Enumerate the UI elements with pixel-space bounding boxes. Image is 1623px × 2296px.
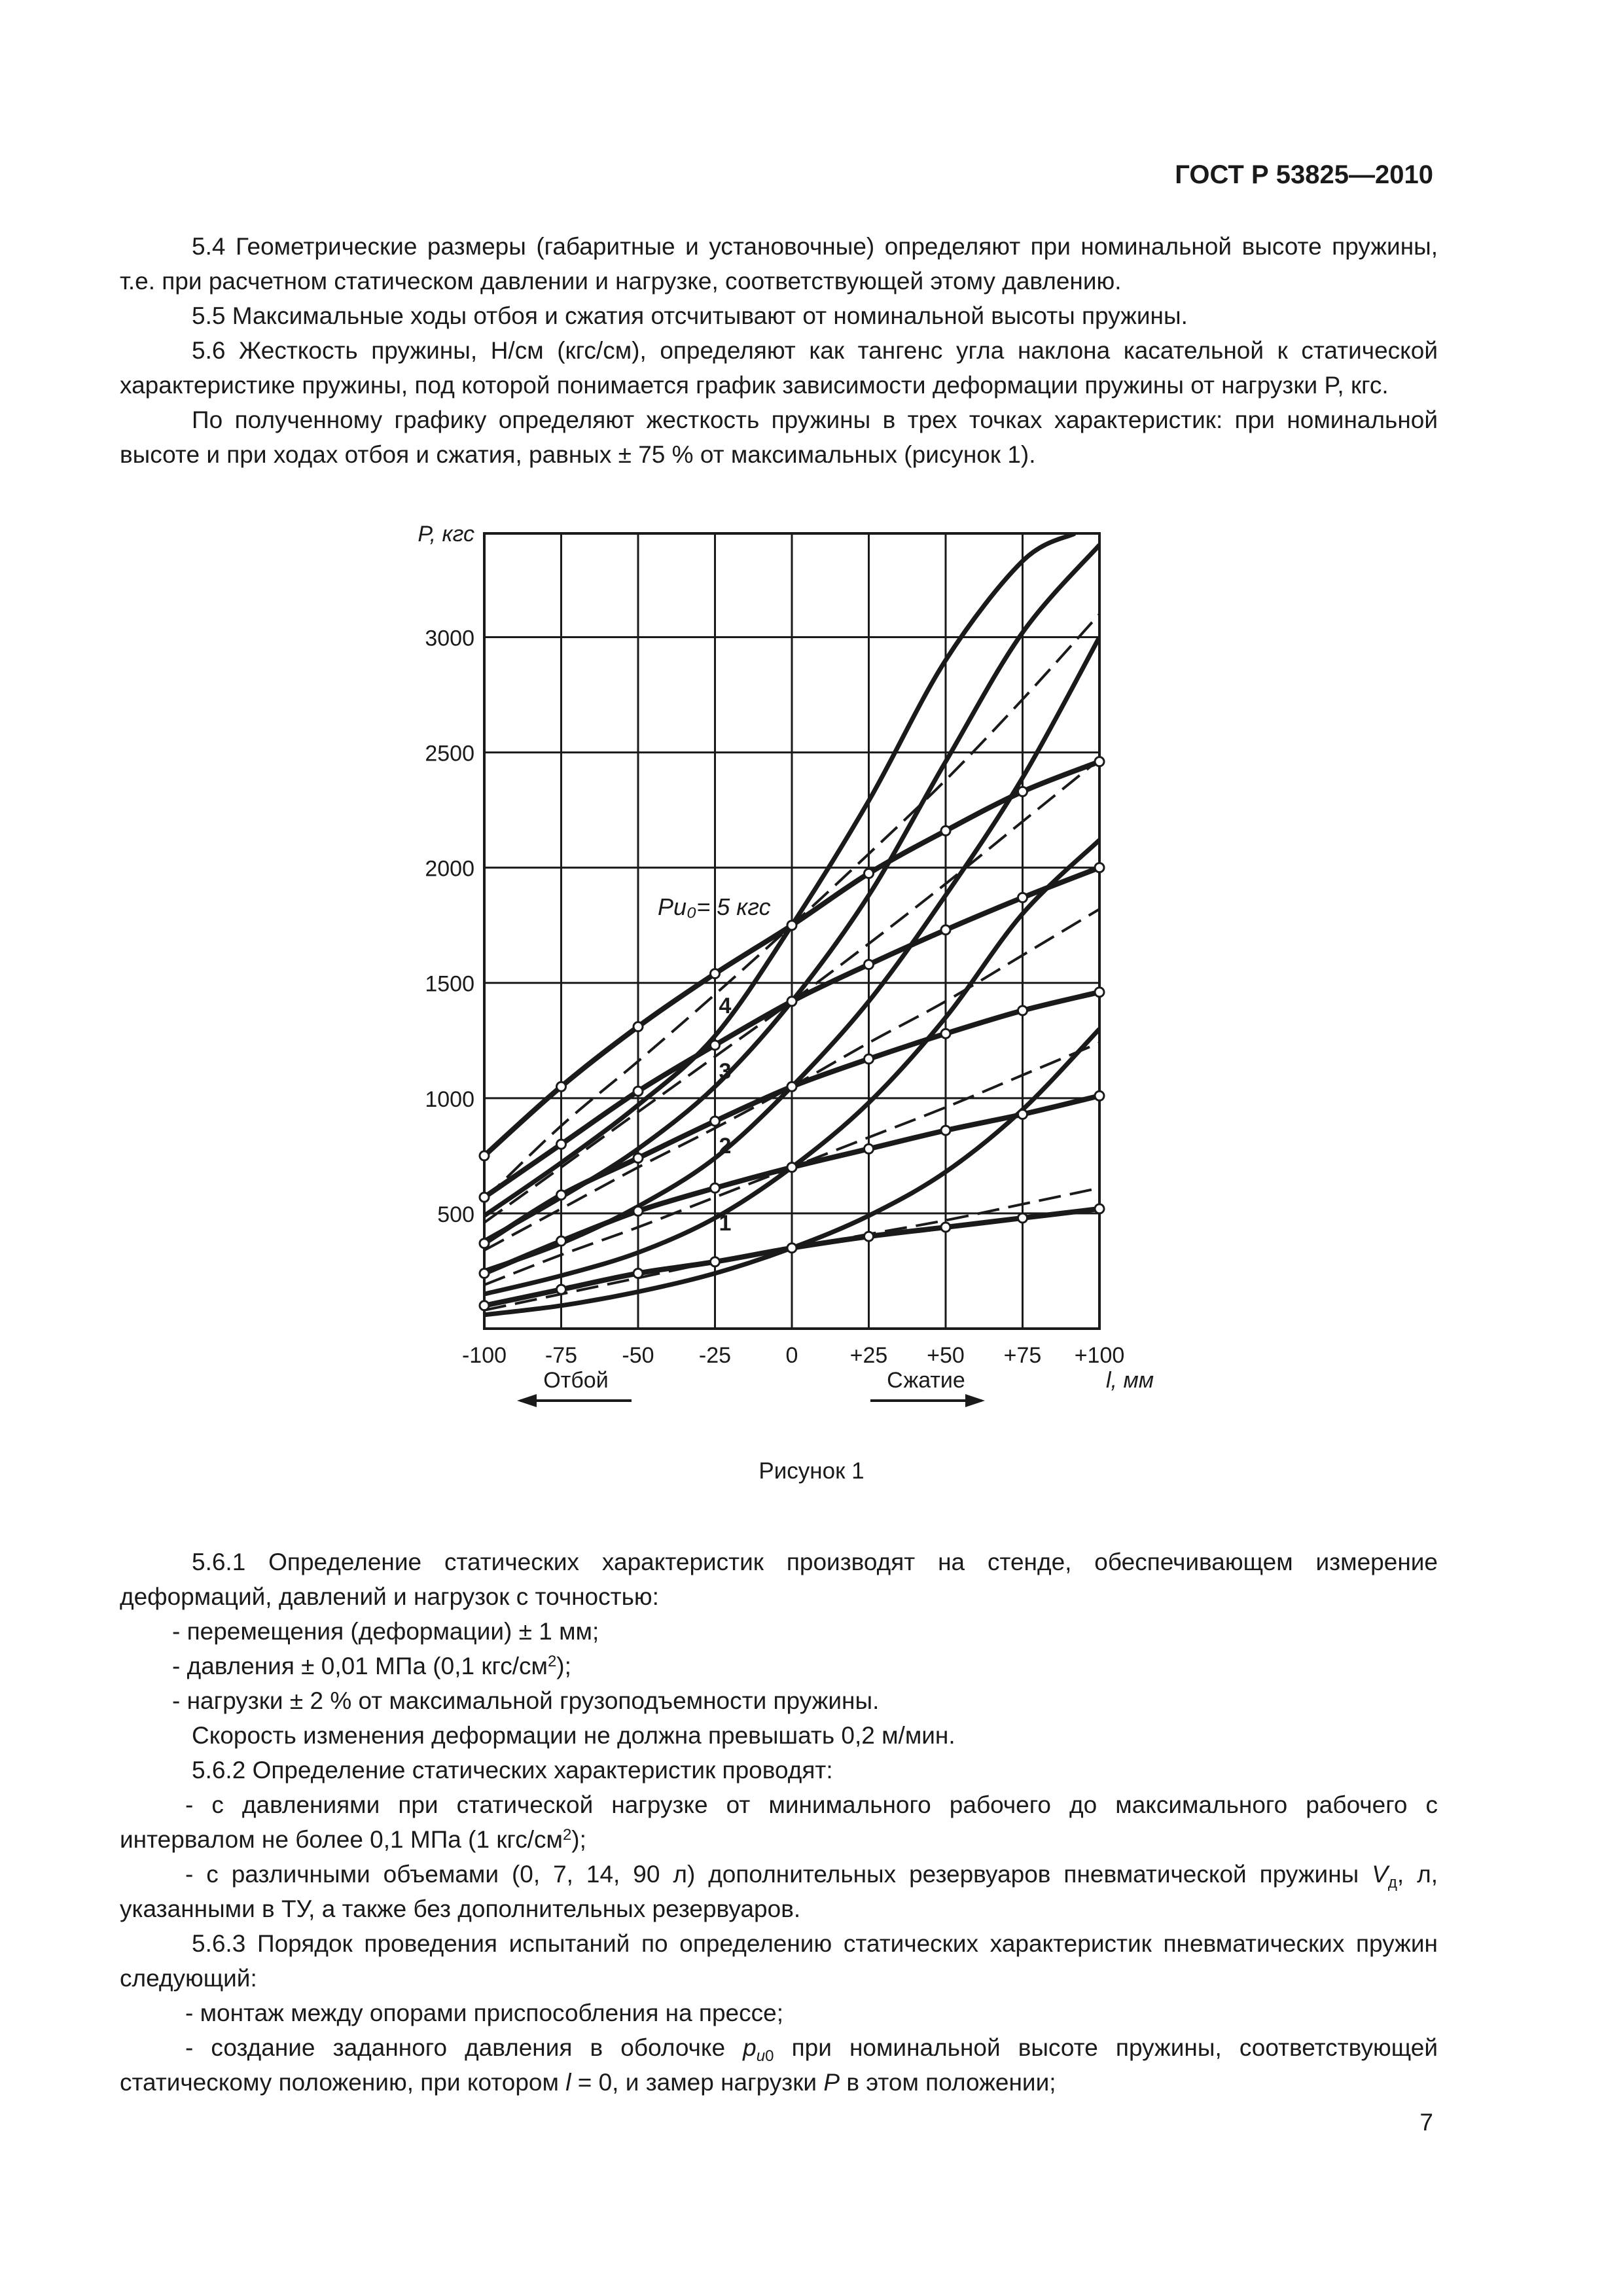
data-point-marker <box>711 969 720 978</box>
data-point-marker <box>557 1082 566 1091</box>
bottom-paragraph: - давления ± 0,01 МПа (0,1 кгс/$см^2$); <box>172 1653 571 1679</box>
data-point-marker <box>557 1139 566 1149</box>
chart-labels <box>418 522 1154 1407</box>
data-point-marker <box>865 1054 874 1064</box>
y-tick-label: 500 <box>437 1202 474 1227</box>
curve-number-label: 1 <box>719 1211 732 1236</box>
x-tick-label: -25 <box>698 1343 732 1368</box>
x-axis-label: l, мм <box>1106 1368 1154 1393</box>
data-point-marker <box>633 1206 643 1215</box>
data-point-marker <box>787 921 796 930</box>
data-point-marker <box>1095 757 1104 766</box>
data-point-marker <box>480 1239 489 1248</box>
data-point-marker <box>480 1301 489 1310</box>
data-point-marker <box>711 1117 720 1126</box>
data-point-marker <box>787 1244 796 1253</box>
x-tick-label: -50 <box>622 1343 654 1368</box>
data-point-marker <box>557 1191 566 1200</box>
data-point-marker <box>787 1162 796 1172</box>
bottom-text-block <box>120 1545 1438 2100</box>
y-tick-label: 3000 <box>425 626 474 651</box>
data-point-marker <box>480 1151 489 1160</box>
data-point-marker <box>865 960 874 969</box>
data-point-marker <box>1095 1091 1104 1100</box>
data-point-marker <box>711 1257 720 1266</box>
bottom-paragraph: 5.6.2 Определение статических характеристик проводят: <box>192 1757 833 1784</box>
bottom-paragraph: 5.6.1 Определение статических характеристик производят на стенде, обеспечивающем измерение деформаций, давлений и нагрузок с точностью: <box>120 1549 1438 1610</box>
data-point-marker <box>1018 893 1027 902</box>
bottom-paragraph: 5.6.3 Порядок проведения испытаний по определению статических характеристик пневматических пружин следующий: <box>120 1930 1438 1992</box>
bottom-paragraph: - с давлениями при статической нагрузке от минимального рабочего до максимального рабочего с интервалом не более 0,1 МПа (1 кгс/$см^2$); <box>120 1791 1438 1853</box>
bottom-paragraph: Скорость изменения деформации не должна превышать 0,2 м/мин. <box>192 1722 955 1749</box>
bottom-paragraph: - перемещения (деформации) ± 1 мм; <box>172 1618 599 1645</box>
data-point-marker <box>711 1183 720 1193</box>
x-tick-label: +25 <box>849 1343 888 1368</box>
data-point-marker <box>633 1153 643 1162</box>
data-point-marker <box>633 1022 643 1031</box>
y-axis-label: P, кгс <box>418 522 474 547</box>
data-point-marker <box>480 1268 489 1278</box>
data-point-marker <box>941 1223 950 1232</box>
data-point-marker <box>787 1082 796 1091</box>
paragraph-5-6: 5.6 Жесткость пружины, Н/см (кгс/см), определяют как тангенс угла наклона касательной к статической характеристике пружины, под которой понимается график зависимости деформации пружины от нагрузки P, кгс. <box>120 337 1438 399</box>
data-point-marker <box>865 1232 874 1241</box>
data-point-marker <box>1018 1213 1027 1223</box>
compression-arrowhead <box>965 1394 985 1407</box>
data-point-marker <box>941 1029 950 1038</box>
rebound-label: Отбой <box>543 1368 609 1393</box>
y-tick-label: 1500 <box>425 971 474 997</box>
data-point-marker <box>865 869 874 878</box>
data-point-marker <box>1018 1109 1027 1119</box>
data-point-marker <box>787 997 796 1006</box>
compression-label: Сжатие <box>887 1368 965 1393</box>
x-tick-label: +50 <box>927 1343 965 1368</box>
paragraph-5-4: 5.4 Геометрические размеры (габаритные и установочные) определяют при номинальной высоте пружины, т.е. при расчетном статическом давлении и нагрузке, соответствующей этому давлению. <box>120 233 1438 295</box>
bottom-paragraph: - создание заданного давления в оболочке $p_{u0}$ при номинальной высоте пружины, соответствующей статическому положению, при котором l = 0, и замер нагрузки P в этом положении; <box>120 2034 1438 2096</box>
y-tick-label: 1000 <box>425 1086 474 1112</box>
data-point-marker <box>1018 1006 1027 1015</box>
data-point-marker <box>1095 863 1104 872</box>
data-point-marker <box>633 1268 643 1278</box>
data-point-marker <box>941 826 950 835</box>
x-tick-label: 0 <box>785 1343 798 1368</box>
y-tick-label: 2500 <box>425 741 474 766</box>
paragraph-graph-note: По полученному графику определяют жесткость пружины в трех точках характеристик: при номинальной высоте и при ходах отбоя и сжатия, равных ± 75 % от максимальных (рисунок 1). <box>120 406 1438 468</box>
figure-caption: Рисунок 1 <box>758 1458 865 1484</box>
curve-number-label: 4 <box>719 994 732 1018</box>
x-tick-label: -75 <box>544 1343 578 1368</box>
data-point-marker <box>941 925 950 935</box>
x-tick-label: +75 <box>1003 1343 1042 1368</box>
data-point-marker <box>557 1285 566 1294</box>
curve-number-label: 2 <box>719 1134 732 1158</box>
y-tick-label: 2000 <box>425 856 474 882</box>
pressure-label: Pu₀= 5 кгс <box>658 893 771 920</box>
data-point-marker <box>1095 988 1104 997</box>
data-point-marker <box>480 1193 489 1202</box>
paragraph-5-5: 5.5 Максимальные ходы отбоя и сжатия отсчитывают от номинальной высоты пружины. <box>192 302 1188 329</box>
data-point-marker <box>557 1236 566 1246</box>
data-point-marker <box>1095 1204 1104 1213</box>
data-point-marker <box>1018 787 1027 796</box>
standard-header: ГОСТ Р 53825—2010 <box>1175 160 1433 189</box>
curve-number-label: 3 <box>719 1059 732 1084</box>
bottom-paragraph: - нагрузки ± 2 % от максимальной грузоподъемности пружины. <box>172 1687 880 1714</box>
page-number: 7 <box>1419 2109 1433 2136</box>
x-tick-label: +100 <box>1074 1343 1125 1368</box>
steep-characteristic-curve <box>484 533 1075 1215</box>
data-point-marker <box>633 1086 643 1096</box>
bottom-paragraph: - монтаж между опорами приспособления на прессе; <box>185 2000 783 2026</box>
data-point-marker <box>711 1041 720 1050</box>
bottom-paragraph: - с различными объемами (0, 7, 14, 90 л) дополнительных резервуаров пневматической пружины $V_д$, л, указанными в ТУ, а также без дополнительных резервуаров. <box>120 1861 1438 1922</box>
x-tick-label: -100 <box>461 1343 507 1368</box>
data-point-marker <box>941 1126 950 1135</box>
data-point-marker <box>865 1144 874 1153</box>
rebound-arrowhead <box>517 1394 537 1407</box>
